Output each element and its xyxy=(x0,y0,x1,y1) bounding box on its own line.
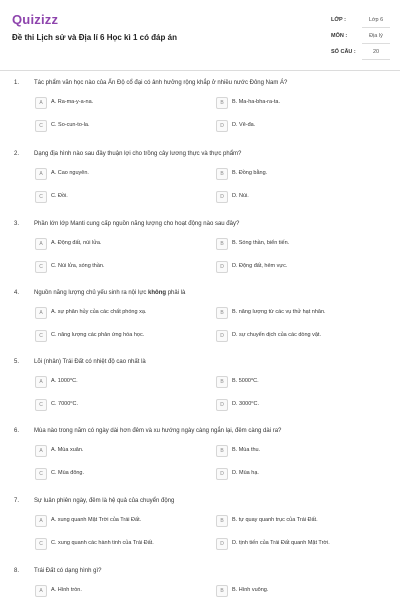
option-text: C. Mùa đông. xyxy=(51,470,85,476)
option-letter-box: C xyxy=(35,191,47,203)
question-number: 3. xyxy=(14,221,20,227)
answer-option[interactable] xyxy=(216,307,376,319)
question-item xyxy=(0,568,400,600)
option-text: B. năng lượng từ các vụ thử hạt nhân. xyxy=(232,309,326,315)
answer-option[interactable] xyxy=(35,261,195,273)
option-letter-box: A xyxy=(35,97,47,109)
question-item xyxy=(0,428,400,498)
question-text: Trái Đất có dạng hình gì? xyxy=(34,568,102,574)
option-text: A. Ra-ma-y-a-na. xyxy=(51,99,94,105)
answer-option[interactable] xyxy=(35,515,195,527)
header-divider xyxy=(0,70,400,71)
quizizz-logo[interactable]: Quizizz xyxy=(12,12,59,27)
answer-option[interactable] xyxy=(216,515,376,527)
answer-option[interactable] xyxy=(35,97,195,109)
option-text: A. Động đất, núi lửa. xyxy=(51,240,102,246)
question-text: Phần lớn lớp Manti cung cấp nguồn năng lượng cho hoạt động nào sau đây? xyxy=(34,221,240,227)
option-letter-box: C xyxy=(35,120,47,132)
option-letter-box: D xyxy=(216,191,228,203)
answer-option[interactable] xyxy=(35,445,195,457)
question-item xyxy=(0,359,400,429)
answer-option[interactable] xyxy=(35,376,195,388)
option-text: D. Động đất, hẻm vực. xyxy=(232,263,288,269)
option-letter-box: D xyxy=(216,120,228,132)
option-text: B. tự quay quanh trục của Trái Đất. xyxy=(232,517,318,523)
option-text: C. Đồi. xyxy=(51,193,68,199)
question-text-bold: không xyxy=(148,290,167,296)
meta-value: 20 xyxy=(362,46,390,60)
meta-row-class xyxy=(331,14,391,30)
question-number: 5. xyxy=(14,359,20,365)
question-text: Mùa nào trong năm có ngày dài hơn đêm và xu hướng ngày càng ngắn lại, đêm càng dài ra? xyxy=(34,428,282,434)
answer-option[interactable] xyxy=(216,538,376,550)
option-text: D. sự chuyển dịch của các dòng vật. xyxy=(232,332,321,338)
question-number: 6. xyxy=(14,428,20,434)
worksheet-title: Đề thi Lịch sử và Địa lí 6 Học kì 1 có đáp án xyxy=(12,33,177,42)
answer-option[interactable] xyxy=(35,538,195,550)
answer-option[interactable] xyxy=(216,399,376,411)
option-letter-box: D xyxy=(216,330,228,342)
option-text: A. Cao nguyên. xyxy=(51,170,89,176)
answer-option[interactable] xyxy=(35,120,195,132)
answer-option[interactable] xyxy=(216,238,376,250)
question-item xyxy=(0,221,400,291)
option-letter-box: B xyxy=(216,376,228,388)
answer-option[interactable] xyxy=(216,97,376,109)
answer-option[interactable] xyxy=(35,307,195,319)
option-letter-box: A xyxy=(35,585,47,597)
option-letter-box: B xyxy=(216,585,228,597)
option-text: C. So-cun-to-la. xyxy=(51,122,90,128)
option-text: B. Sóng thần, biển tiến. xyxy=(232,240,290,246)
answer-option[interactable] xyxy=(35,330,195,342)
answer-option[interactable] xyxy=(216,468,376,480)
worksheet-header xyxy=(0,0,400,70)
meta-row-subject xyxy=(331,30,391,46)
question-text: Lõi (nhân) Trái Đất có nhiệt độ cao nhất là xyxy=(34,359,146,365)
option-letter-box: B xyxy=(216,238,228,250)
option-letter-box: D xyxy=(216,538,228,550)
question-number: 7. xyxy=(14,498,20,504)
answer-option[interactable] xyxy=(216,330,376,342)
option-text: D. Núi. xyxy=(232,193,249,199)
answer-option[interactable] xyxy=(35,468,195,480)
option-text: B. Mùa thu. xyxy=(232,447,261,453)
question-text: Dạng địa hình nào sau đây thuận lợi cho trồng cây lương thực và thực phẩm? xyxy=(34,151,242,157)
option-letter-box: A xyxy=(35,445,47,457)
option-text: A. xung quanh Mặt Trời của Trái Đất. xyxy=(51,517,142,523)
question-text-post: phải là xyxy=(166,290,186,296)
option-text: C. Núi lửa, sóng thần. xyxy=(51,263,105,269)
answer-option[interactable] xyxy=(216,445,376,457)
question-text: Tác phẩm văn học nào của Ấn Độ cổ đại có ảnh hưởng rộng khắp ở nhiều nước Đông Nam Á? xyxy=(34,80,288,86)
question-item xyxy=(0,498,400,568)
option-text: A. 1000⁰C. xyxy=(51,378,78,384)
option-letter-box: D xyxy=(216,468,228,480)
meta-row-question-count xyxy=(331,46,391,62)
answer-option[interactable] xyxy=(35,191,195,203)
option-letter-box: C xyxy=(35,261,47,273)
option-letter-box: A xyxy=(35,238,47,250)
option-letter-box: A xyxy=(35,515,47,527)
option-letter-box: C xyxy=(35,330,47,342)
option-letter-box: B xyxy=(216,515,228,527)
option-letter-box: D xyxy=(216,399,228,411)
worksheet-meta xyxy=(331,14,391,62)
option-text: D. tịnh tiến của Trái Đất quanh Mặt Trời. xyxy=(232,540,330,546)
option-letter-box: B xyxy=(216,168,228,180)
option-text: D. Mùa hạ. xyxy=(232,470,259,476)
answer-option[interactable] xyxy=(216,261,376,273)
question-text-pre: Nguồn năng lượng chủ yếu sinh ra nội lực xyxy=(34,290,149,296)
answer-option[interactable] xyxy=(35,399,195,411)
question-item xyxy=(0,290,400,360)
option-text: A. Mùa xuân. xyxy=(51,447,84,453)
option-text: B. 5000⁰C. xyxy=(232,378,259,384)
option-text: A. sự phân hủy của các chất phóng xạ. xyxy=(51,309,147,315)
question-text: Sự luân phiên ngày, đêm là hệ quả của chuyển động xyxy=(34,498,175,504)
answer-option[interactable] xyxy=(216,376,376,388)
option-letter-box: D xyxy=(216,261,228,273)
question-number: 8. xyxy=(14,568,20,574)
option-text: C. năng lượng các phản ứng hóa học. xyxy=(51,332,145,338)
meta-label: LỚP : xyxy=(331,17,346,23)
answer-option[interactable] xyxy=(216,120,376,132)
answer-option[interactable] xyxy=(216,168,376,180)
meta-value: Lớp 6 xyxy=(362,14,390,28)
question-number: 1. xyxy=(14,80,20,86)
meta-label: MÔN : xyxy=(331,33,348,39)
option-text: B. Ma-ha-bha-ra-ta. xyxy=(232,99,280,105)
option-text: B. Hình vuông. xyxy=(232,587,269,593)
option-text: B. Đồng bằng. xyxy=(232,170,268,176)
question-text xyxy=(34,290,185,296)
option-letter-box: A xyxy=(35,168,47,180)
option-text: A. Hình tròn. xyxy=(51,587,82,593)
option-letter-box: B xyxy=(216,445,228,457)
answer-option[interactable] xyxy=(35,238,195,250)
answer-option[interactable] xyxy=(35,168,195,180)
question-item xyxy=(0,80,400,150)
option-letter-box: A xyxy=(35,376,47,388)
question-item xyxy=(0,151,400,221)
meta-label: SỐ CÂU : xyxy=(331,49,356,55)
option-text: C. xung quanh các hành tinh của Trái Đất. xyxy=(51,540,154,546)
option-letter-box: C xyxy=(35,399,47,411)
answer-option[interactable] xyxy=(216,585,376,597)
option-letter-box: C xyxy=(35,538,47,550)
answer-option[interactable] xyxy=(35,585,195,597)
question-number: 4. xyxy=(14,290,20,296)
option-text: D. Vê-đa. xyxy=(232,122,256,128)
option-text: C. 7000⁰C. xyxy=(51,401,78,407)
meta-value: Địa lý xyxy=(362,30,390,44)
option-letter-box: B xyxy=(216,307,228,319)
option-letter-box: A xyxy=(35,307,47,319)
option-letter-box: B xyxy=(216,97,228,109)
option-text: D. 3000⁰C. xyxy=(232,401,259,407)
question-number: 2. xyxy=(14,151,20,157)
answer-option[interactable] xyxy=(216,191,376,203)
option-letter-box: C xyxy=(35,468,47,480)
